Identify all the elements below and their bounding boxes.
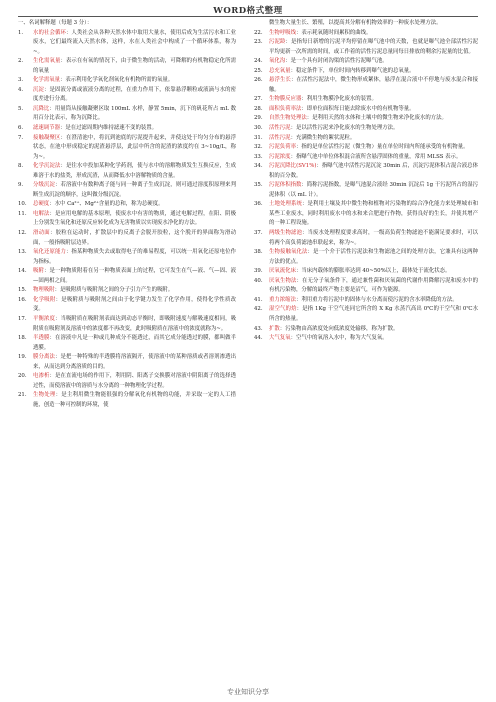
- item-number: 20.: [18, 373, 27, 380]
- list-item: [254, 105, 478, 115]
- item-number: 40.: [254, 277, 263, 284]
- list-item: [18, 181, 236, 200]
- item-number: 33.: [254, 153, 263, 160]
- item-definition: ：表示利用化学氧化剂氧化有机物所需的氧量。: [59, 77, 174, 84]
- item-term: 活性污泥: [269, 134, 291, 141]
- item-term: 电解法: [33, 210, 50, 217]
- list-item: [18, 57, 236, 76]
- item-number: [254, 19, 269, 29]
- page-header: WORD格式整理: [213, 6, 283, 16]
- item-term: 化学吸附: [33, 296, 56, 303]
- list-item: [18, 248, 236, 267]
- item-text: [33, 267, 236, 286]
- item-text: [269, 248, 478, 267]
- item-number: 22.: [254, 29, 263, 36]
- item-term: 污泥浓度: [269, 153, 291, 160]
- item-definition: ：是指 1Kg 干空气连同它所含的 X Kg 水蒸汽高出 0℃的干空气和 0℃水所含的热量。: [269, 306, 478, 322]
- list-item: [18, 162, 236, 181]
- list-item: [18, 200, 236, 210]
- item-definition: ：表示在有氧的情况下，由于微生物的活动，可降解的有机物稳定化所需的氧量: [33, 58, 236, 74]
- item-definition: ：若溶液中有数种离子能与同一种离子生成沉淀，则可通过溶度积原理来判断生成沉淀的顺序，这叫做分级沉淀。: [33, 182, 236, 198]
- list-item: [254, 305, 478, 324]
- item-text: [269, 296, 478, 306]
- section-title: 一、名词解释题（每题 3 分）：: [18, 20, 93, 26]
- item-text: [33, 210, 236, 229]
- list-item: [18, 296, 236, 315]
- item-text: [33, 124, 236, 134]
- item-text: [269, 124, 478, 134]
- item-definition: ：是利用土壤及其中微生物和植物对污染物的综合净化能力来处理城市和某些工业废水，同时利用废水中的水和来合肥进行作物，获得良好的生长，并使其增产的一种工程设施。: [269, 201, 478, 227]
- item-text: [33, 200, 236, 210]
- item-number: 30.: [254, 125, 263, 132]
- list-item: [254, 325, 478, 335]
- item-number: 31.: [254, 134, 263, 141]
- list-item: [254, 124, 478, 134]
- item-term: 氧化还原能力: [33, 249, 66, 256]
- item-text: [33, 105, 236, 124]
- item-term: 吸附: [33, 268, 44, 275]
- item-term: 厌氧流化床: [269, 268, 296, 275]
- item-definition: ：空气中的氧溶入水中，称为大气复氧。: [290, 335, 388, 342]
- item-text: [33, 296, 236, 315]
- item-definition: ：即单位面积每日能去除废水中的有机物等量。: [301, 105, 415, 112]
- item-text: [33, 134, 236, 163]
- item-text: [269, 267, 478, 277]
- item-number: 5.: [18, 105, 24, 112]
- item-definition: ：指曝气池中活性污泥沉淀 30min 后，沉淀污泥体积占混合液总体积的百分数。: [269, 163, 478, 179]
- item-text: [33, 181, 236, 200]
- item-number: 38.: [254, 249, 263, 256]
- list-item: [254, 57, 478, 67]
- item-text: [269, 38, 478, 57]
- item-term: 膜分离法: [33, 354, 55, 361]
- item-definition: ：是指每日新增的污泥平均停留在曝气池中的天数，也就是曝气池全部活性污泥平均更新一次所需的时间，或工作着的活性污泥总量同每日排放的剩余污泥量的比值。: [269, 39, 478, 55]
- item-text: [269, 162, 478, 181]
- item-definition: ：当床内载体的膨胀率达到 40~50%以上，载体处于流化状态。: [295, 268, 451, 275]
- item-text: [33, 372, 236, 391]
- item-number: 21.: [18, 392, 27, 399]
- item-definition: ：是往水中投加某种化学药剂，使与水中的溶解物质发生互换反应，生成难溶于水的盐类，形成沉渣，从而降低水中溶解物质的含量。: [33, 163, 236, 179]
- item-text: [269, 229, 478, 248]
- item-term: 生物膜反应器: [269, 96, 302, 103]
- item-text: [33, 353, 236, 372]
- item-definition: ：是一个具有封闭沟渠的活性污泥曝气池。: [285, 58, 388, 65]
- item-number: 16.: [18, 296, 27, 303]
- list-item: [254, 67, 478, 77]
- list-item: [18, 372, 236, 391]
- item-number: 29.: [254, 115, 263, 122]
- list-item: [254, 38, 478, 57]
- item-number: 39.: [254, 268, 263, 275]
- item-term: 沉降比: [33, 105, 50, 112]
- item-text: [33, 334, 236, 353]
- list-item: [18, 124, 236, 134]
- item-term: 土地处理系统: [269, 201, 303, 208]
- item-definition: ：污染物由高浓度处向低浓度处输移，称为扩散。: [279, 325, 399, 332]
- item-term: 平衡浓度: [33, 315, 55, 322]
- item-text: [33, 286, 236, 296]
- item-definition: ：是在直流电场的作用下，利用阴、阳离子交换膜对溶液中阴阳离子的选择透过性，而使溶液中的溶质与水分离的一种物理化学过程。: [33, 373, 236, 389]
- item-definition: ：是把一种特殊的半透膜将溶液隔开，使溶液中的某种溶质或者溶剂渗透出来，从而达到分离溶质的目的。: [33, 354, 236, 370]
- item-term: 总硬度: [33, 201, 50, 208]
- item-definition: ：充满微生物的絮状泥粒。: [290, 134, 356, 141]
- item-term: 滤速调节器: [33, 125, 60, 132]
- item-number: 41.: [254, 296, 263, 303]
- item-number: 2.: [18, 58, 24, 65]
- item-number: 13.: [18, 249, 27, 256]
- item-term: 生物处理: [33, 392, 56, 399]
- item-term: 污泥负荷率: [269, 144, 296, 151]
- item-number: 3.: [18, 77, 24, 84]
- item-term: 生化需氧量: [33, 58, 61, 65]
- list-item: [18, 286, 236, 296]
- right-column: [254, 19, 478, 344]
- list-item: [18, 353, 236, 372]
- item-text: [269, 29, 478, 39]
- item-definition: 微生物大量生长、繁殖，以提高其分解有机物效率的一种废水处理方法。: [269, 20, 442, 26]
- item-text: [269, 114, 478, 124]
- item-number: 36.: [254, 201, 263, 208]
- item-definition: ：当废水处理程度要求高时，一级高负荷生物滤池不能满足要求时，可以将两个高负荷滤池串联起来，称为~。: [269, 230, 478, 246]
- item-definition: ：表示耗氧随时间累积的曲线。: [295, 29, 372, 36]
- item-number: 7.: [18, 134, 24, 141]
- item-text: [33, 391, 236, 410]
- item-term: 分级沉淀: [33, 182, 55, 189]
- list-item: [18, 334, 236, 353]
- item-definition: ：用量筒从接触凝聚区取 100mL 水样，静置 5min，沉下的矾花所占 mL 数用百分比表示，称为沉降比。: [33, 105, 236, 122]
- list-item: [18, 315, 236, 334]
- item-text: [269, 277, 478, 296]
- item-term: 水的社会循环: [33, 29, 66, 36]
- item-term: 生物接触氧化法: [269, 249, 308, 256]
- item-term: 面积负荷率法: [269, 105, 302, 112]
- list-item: [254, 248, 478, 267]
- item-number: 17.: [18, 315, 27, 322]
- item-number: 44.: [254, 335, 263, 342]
- item-text: [33, 76, 236, 86]
- list-item: [18, 134, 236, 163]
- item-text: [269, 143, 478, 153]
- list-item: [18, 86, 236, 105]
- item-definition: ：是在过滤周期内维持滤速不变的装置。: [59, 125, 158, 132]
- list-item: [254, 162, 478, 181]
- item-text: [269, 305, 478, 324]
- list-item: [254, 334, 478, 344]
- item-term: 扩散: [269, 325, 280, 332]
- item-term: 湿空气的焓: [269, 306, 297, 313]
- item-term: 污泥体积指数: [269, 182, 302, 189]
- item-text: [269, 181, 478, 200]
- item-term: 两级生物滤池: [269, 230, 303, 237]
- list-item: [18, 76, 236, 86]
- item-number: 4.: [18, 86, 24, 93]
- item-term: 污泥沉降比(SV1%): [269, 163, 317, 170]
- list-item: [18, 267, 236, 286]
- item-term: 滑动面: [33, 230, 50, 237]
- item-definition: ：在溶液中凡是一种或几种成分不能透过，而其它成分能透过的膜，都叫做半透膜。: [33, 335, 236, 351]
- list-item: [18, 391, 236, 410]
- item-definition: ：稳定条件下，单位时间内转移到曝气池的总氧量。: [290, 67, 415, 74]
- item-definition: ：在活性污泥法中，微生物形成絮体，悬浮在混合液中不停地与废水混合和接触。: [269, 77, 478, 93]
- item-number: 24.: [254, 58, 263, 65]
- item-term: 沉淀: [33, 86, 44, 93]
- list-item: [254, 277, 478, 296]
- list-item: [254, 200, 478, 229]
- item-term: 大气复氧: [269, 335, 291, 342]
- item-definition: ：指的是单位活性污泥（微生物）量在单位时间内所能承受的有机物量。: [295, 144, 469, 151]
- item-term: 接触凝聚区: [33, 134, 61, 141]
- item-number: 15.: [18, 287, 27, 294]
- item-text: [269, 67, 478, 77]
- item-term: 污泥龄: [269, 39, 286, 46]
- item-number: 18.: [18, 335, 27, 342]
- header-rule: [18, 16, 478, 17]
- item-definition: ：当吸附质在吸附剂表面达到动态平衡时，即吸附速度与解吸速度相同，吸附质在吸附剂及溶液中的浓度都不再改变，此时吸附质在溶液中的浓度就称为~。: [33, 315, 236, 332]
- item-definition: ：在无分子氧条件下，通过兼性菌和厌氧菌的代谢作用降解污泥和废水中的有机污染物，分解的最终产物主要是沼气，可作为能源。: [269, 277, 478, 294]
- item-definition: ：是吸附质与吸附剂之间的分子引力产生的吸附。: [54, 287, 174, 294]
- list-item: [254, 95, 478, 105]
- list-item: [254, 267, 478, 277]
- item-number: 1.: [18, 29, 24, 36]
- item-number: 23.: [254, 39, 263, 46]
- item-text: [269, 334, 478, 344]
- item-number: 27.: [254, 96, 263, 103]
- item-definition: ：是以活性污泥来净化废水的生物处理方法。: [290, 125, 399, 132]
- item-text: [33, 162, 236, 181]
- left-item-list: [18, 29, 236, 411]
- left-column: [18, 19, 236, 410]
- item-text: [33, 57, 236, 76]
- item-term: 自然生物处理法: [269, 115, 307, 122]
- item-definition: ：利用生物膜净化废水的装置。: [301, 96, 377, 103]
- item-number: 37.: [254, 230, 263, 237]
- list-item: [254, 181, 478, 200]
- item-number: 25.: [254, 67, 263, 74]
- item-number: 14.: [18, 268, 27, 275]
- item-definition: ：人类社会从各种天然水体中取用大量水，使用后成为生活污水和工业废水，它们最终流入天然水体，这样，水在人类社会中构成了一个循环体系，称为~。: [33, 29, 236, 55]
- list-item: [254, 296, 478, 306]
- list-item: [18, 229, 236, 248]
- item-number: 26.: [254, 77, 263, 84]
- item-definition: ：是利用天然的水体和土壤中的微生物来净化废水的方法。: [306, 115, 447, 122]
- item-term: 总充氧量: [269, 67, 291, 74]
- item-definition: ：是应用电解的基本原理，使废水中有害的物质，通过电解过程，在阳、阴极上分别发生氧化和还原反应转化成为无害物质以实现废水净化的方法。: [33, 210, 236, 227]
- item-term: 悬浮生长: [269, 77, 292, 84]
- list-item: [18, 29, 236, 58]
- item-text: [33, 315, 236, 334]
- item-text: [269, 105, 478, 115]
- item-number: 28.: [254, 105, 263, 112]
- item-term: 电渗析: [33, 373, 50, 380]
- item-definition: ：是吸附质与吸附剂之间由于化学键力发生了化学作用，使得化学性质改变。: [33, 296, 236, 313]
- item-number: 19.: [18, 354, 27, 361]
- list-item: [254, 76, 478, 95]
- page-footer: 专业知识分享: [227, 688, 269, 696]
- list-item: [18, 210, 236, 229]
- item-definition: ：简称污泥指数，是曝气池混合液经 30min 沉淀后 1g 干污泥所占的湿污泥体积（以 mL 计）。: [269, 182, 478, 198]
- item-definition: ：指某种物质失去或取得电子的难易程度，可以统一用氧化还原电位作为指标。: [33, 249, 236, 265]
- item-term: 厌氧生物法: [269, 277, 297, 284]
- item-text: [33, 86, 236, 105]
- item-definition: ：水中 Ca²⁺、Mg²⁺含量的总和，称为总硬度。: [49, 201, 164, 208]
- item-text: [269, 134, 478, 144]
- item-definition: ：胶粒在运动时，扩散层中的反离子会脱开胶粒，这个脱开的界面称为滑动面，一般指吸附层边界。: [33, 230, 236, 246]
- item-term: 氧化沟: [269, 58, 286, 65]
- item-number: 6.: [18, 125, 24, 132]
- item-number: 10.: [18, 201, 27, 208]
- item-term: 半透膜: [33, 335, 50, 342]
- item-number: 32.: [254, 144, 263, 151]
- item-number: 12.: [18, 230, 27, 237]
- item-term: 活性污泥: [269, 125, 291, 132]
- item-number: 34.: [254, 163, 263, 170]
- item-definition: ：是一个介于活性污泥法和生物滤池之间的处理方法，它兼具有这两种方法的优点。: [269, 249, 478, 265]
- item-number: 42.: [254, 306, 263, 313]
- item-number: 43.: [254, 325, 263, 332]
- list-item: [254, 134, 478, 144]
- item-number: 9.: [18, 182, 24, 189]
- item-number: 11.: [18, 210, 27, 217]
- item-term: 重力浓缩法: [269, 296, 296, 303]
- list-item: [254, 19, 478, 29]
- list-item: [254, 229, 478, 248]
- item-term: 化学需氧量: [33, 77, 60, 84]
- item-definition: ：是主利用微生物能很强的分解氧化有机物的功能，并采取一定的人工措施，创造一种可控制的环境，使: [33, 392, 236, 408]
- item-text: [269, 325, 478, 335]
- item-text: [269, 153, 478, 163]
- item-term: 化学沉淀法: [33, 163, 61, 170]
- item-text: [269, 200, 478, 229]
- right-item-list: [254, 19, 478, 344]
- item-definition: ：是一种物质附着在另一种物质表面上的过程，它可发生在气—液、气—固、液—固两相之间。: [33, 268, 236, 284]
- item-text: [33, 29, 236, 58]
- item-text: [269, 19, 478, 29]
- item-term: 物理吸附: [33, 287, 55, 294]
- item-term: 生物呼吸线: [269, 29, 296, 36]
- item-definition: ：利用重力将污泥中的固体与水分离而使污泥的含水率降低的方法。: [295, 296, 458, 303]
- item-number: 8.: [18, 163, 24, 170]
- item-definition: ：是固液分离或液液分离的过程，在重力作用下，依靠悬浮颗粒或液滴与水的密度差进行分离。: [33, 86, 236, 103]
- item-text: [269, 76, 478, 95]
- item-text: [33, 229, 236, 248]
- item-number: 35.: [254, 182, 263, 189]
- item-text: [269, 95, 478, 105]
- list-item: [18, 105, 236, 124]
- item-definition: ：指曝气池中单位体积混合液所含悬浮固体的重量，常用 MLSS 表示。: [290, 153, 462, 160]
- list-item: [254, 153, 478, 163]
- list-item: [254, 114, 478, 124]
- item-text: [269, 57, 478, 67]
- list-item: [254, 143, 478, 153]
- list-item: [254, 29, 478, 39]
- item-text: [33, 248, 236, 267]
- item-definition: ：在澄清池中，将沉到池底的污泥提升起来，并使这处于均匀分布的悬浮状态，在池中形成稳定的泥渣悬浮层，此层中所含的泥渣的浓度约在 3~10g/L，称为~。: [33, 134, 236, 160]
